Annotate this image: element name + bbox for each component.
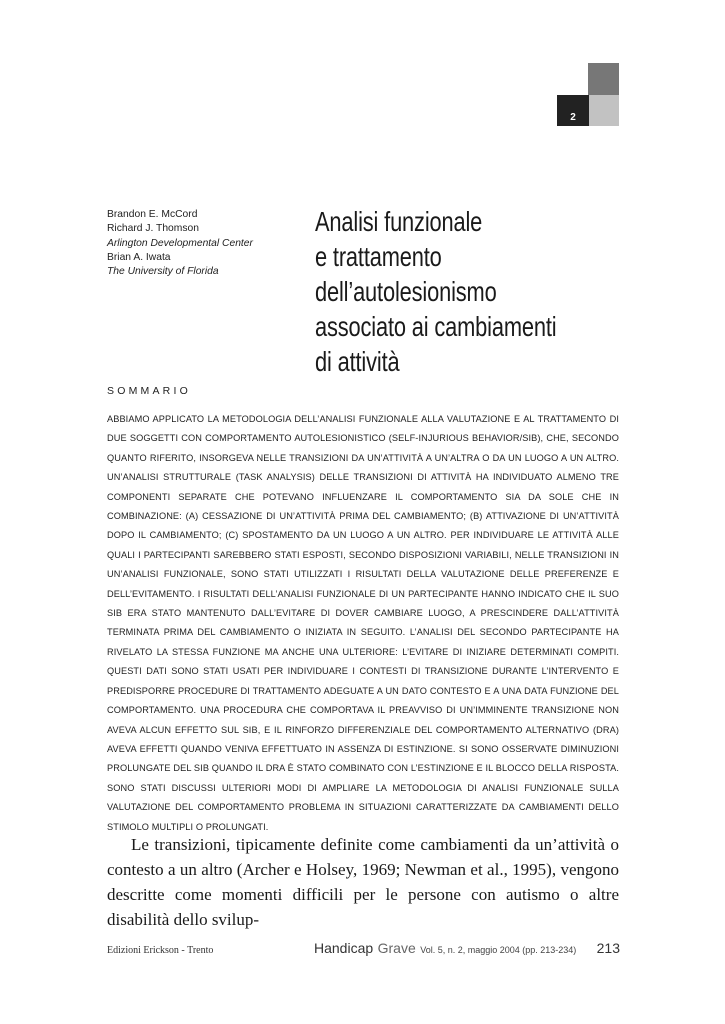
chapter-number: 2 [570,112,576,123]
journal-name-part: Grave [377,940,416,956]
abstract-heading: SOMMARIO [107,385,191,397]
title-line: Analisi funzionale [315,206,483,237]
article-title [315,204,565,379]
title-line: associato ai cambiamenti [315,311,557,342]
publisher-name: Edizioni Erickson - Trento [107,945,214,956]
abstract-text: ABBIAMO APPLICATO LA METODOLOGIA DELL’ANALISI FUNZIONALE ALLA VALUTAZIONE E AL TRATTAMENTO DI DUE SOGGETTI CON COMPORTAMENTO AUTOLESIONISTICO (SELF-INJURIOUS BEHAVIOR/SIB), CHE, SECONDO QUANTO RIFERITO, INSORGEVA NELLE TRANSIZIONI DA UN’ATTIVITÀ A UN’ALTRA O DA UN LUOGO A UN ALTRO. UN’ANALISI STRUTTURALE (TASK ANALYSIS) DELLE TRANSIZIONI DI ATTIVITÀ HA INDIVIDUATO ALMENO TRE COMPONENTI SEPARATE CHE POTEVANO INFLUENZARE IL COMPORTAMENTO SIA DA SOLE CHE IN COMBINAZIONE: (A) CESSAZIONE DI UN’ATTIVITÀ PRIMA DEL CAMBIAMENTO; (B) ATTIVAZIONE DI UN’ATTIVITÀ DOPO IL CAMBIAMENTO; (C) SPOSTAMENTO DA UN LUOGO A UN ALTRO. PER INDIVIDUARE LE ATTIVITÀ ALLE QUALI I PARTECIPANTI SAREBBERO STATI ESPOSTI, SECONDO DISPOSIZIONI VARIABILI, NELLE TRANSIZIONI IN UN’ANALISI FUNZIONALE, SONO STATI UTILIZZATI I RISULTATI DELLA VALUTAZIONE DELLE PREFERENZE E DELL’EVITAMENTO. I RISULTATI DELL’ANALISI FUNZIONALE DI UN PARTECIPANTE HANNO INDICATO CHE IL SUO SIB ERA STATO MANTENUTO DALL’EVITARE DI DOVER CAMBIARE LUOGO, A PRESCINDERE DALL’ATTIVITÀ TERMINATA PRIMA DEL CAMBIAMENTO O INIZIATA IN SEGUITO. L’ANALISI DEL SECONDO PARTECIPANTE HA RIVELATO LA STESSA FUNZIONE MA ANCHE UNA ULTERIORE: L’EVITARE DI INIZIARE DETERMINATI COMPITI. QUESTI DATI SONO STATI USATI PER INDIVIDUARE I CONTESTI DI TRANSIZIONE DURANTE L’INTERVENTO E PREDISPORRE PROCEDURE DI TRATTAMENTO ADEGUATE A UN DATO CONTESTO E A UNA DATA FUNZIONE DEL COMPORTAMENTO. UNA PROCEDURA CHE COMPORTAVA IL PREAVVISO DI UN’IMMINENTE TRANSIZIONE NON AVEVA ALCUN EFFETTO SUL SIB, E IL RINFORZO DIFFERENZIALE DEL COMPORTAMENTO ALTERNATIVO (DRA) AVEVA EFFETTI QUANDO VENIVA EFFETTUATO IN ASSENZA DI ESTINZIONE. SI SONO OSSERVATE DIMINUZIONI PROLUNGATE DEL SIB QUANDO IL DRA È STATO COMBINATO CON L’ESTINZIONE E IL BLOCCO DELLA RISPOSTA. SONO STATI DISCUSSI ULTERIORI MODI DI AMPLIARE LA METODOLOGIA DI ANALISI FUNZIONALE SULLA VALUTAZIONE DEL COMPORTAMENTO PROBLEMA IN SITUAZIONI CARATTERIZZATE DA CAMBIAMENTI DELLO STIMOLO MULTIPLI O PROLUNGATI. [107,414,619,832]
title-line: e trattamento [315,241,442,272]
author-affiliation: The University of Florida [107,266,219,278]
title-line: dell’autolesionismo [315,276,497,307]
page-number: 213 [596,940,620,956]
journal-name-part: Handicap [314,940,374,956]
journal-issue: Vol. 5, n. 2, maggio 2004 (pp. 213-234) [420,945,577,955]
author-name: Brian A. Iwata [107,251,171,263]
chapter-marker-block-top [588,63,619,95]
author-list [107,208,297,279]
journal-citation [314,940,576,958]
title-line: di attività [315,346,400,377]
body-paragraph: Le transizioni, tipicamente definite come cambiamenti da un’attività o contesto a un altro (Archer e Holsey, 1969; Newman et al., 1995), vengono descritte come momenti difficili per le persone con autismo o altre disabilità dello svilup- [107,835,619,929]
author-affiliation: Arlington Developmental Center [107,237,253,249]
author-name: Richard J. Thomson [107,223,199,235]
author-name: Brandon E. McCord [107,209,198,220]
chapter-marker-block-light [589,95,619,126]
